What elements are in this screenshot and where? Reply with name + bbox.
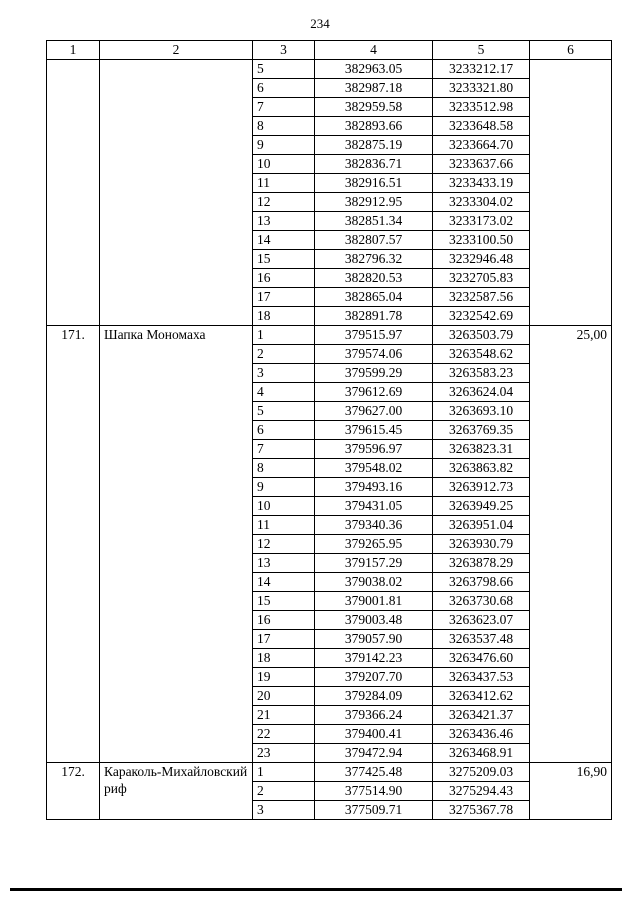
x-coordinate: 379001.81 [315,592,433,611]
point-number: 5 [253,402,315,421]
header-cell: 5 [433,41,530,60]
x-coordinate: 379574.06 [315,345,433,364]
x-coordinate: 379515.97 [315,326,433,345]
y-coordinate: 3263624.04 [433,383,530,402]
y-coordinate: 3233637.66 [433,155,530,174]
x-coordinate: 382865.04 [315,288,433,307]
y-coordinate: 3263930.79 [433,535,530,554]
point-number: 17 [253,288,315,307]
point-number: 14 [253,231,315,250]
header-cell: 1 [47,41,100,60]
point-number: 4 [253,383,315,402]
y-coordinate: 3263583.23 [433,364,530,383]
point-number: 1 [253,326,315,345]
x-coordinate: 379057.90 [315,630,433,649]
x-coordinate: 379627.00 [315,402,433,421]
y-coordinate: 3233173.02 [433,212,530,231]
header-cell: 3 [253,41,315,60]
table-row [47,763,612,782]
y-coordinate: 3263421.37 [433,706,530,725]
x-coordinate: 379265.95 [315,535,433,554]
x-coordinate: 382807.57 [315,231,433,250]
y-coordinate: 3233512.98 [433,98,530,117]
y-coordinate: 3233664.70 [433,136,530,155]
point-number: 7 [253,440,315,459]
object-name: Шапка Мономаха [100,326,253,763]
object-number [47,60,100,326]
x-coordinate: 377514.90 [315,782,433,801]
point-number: 9 [253,478,315,497]
y-coordinate: 3263693.10 [433,402,530,421]
x-coordinate: 379366.24 [315,706,433,725]
y-coordinate: 3263537.48 [433,630,530,649]
point-number: 11 [253,516,315,535]
y-coordinate: 3263878.29 [433,554,530,573]
point-number: 13 [253,554,315,573]
x-coordinate: 382963.05 [315,60,433,79]
x-coordinate: 379615.45 [315,421,433,440]
y-coordinate: 3232542.69 [433,307,530,326]
x-coordinate: 382796.32 [315,250,433,269]
x-coordinate: 382912.95 [315,193,433,212]
y-coordinate: 3232587.56 [433,288,530,307]
x-coordinate: 379038.02 [315,573,433,592]
x-coordinate: 377425.48 [315,763,433,782]
point-number: 7 [253,98,315,117]
x-coordinate: 379142.23 [315,649,433,668]
point-number: 10 [253,497,315,516]
y-coordinate: 3263949.25 [433,497,530,516]
object-number: 171. [47,326,100,763]
y-coordinate: 3233433.19 [433,174,530,193]
x-coordinate: 377509.71 [315,801,433,820]
point-number: 21 [253,706,315,725]
y-coordinate: 3275367.78 [433,801,530,820]
point-number: 20 [253,687,315,706]
point-number: 22 [253,725,315,744]
table-row [47,326,612,345]
x-coordinate: 382916.51 [315,174,433,193]
x-coordinate: 382987.18 [315,79,433,98]
point-number: 15 [253,592,315,611]
x-coordinate: 382959.58 [315,98,433,117]
y-coordinate: 3263476.60 [433,649,530,668]
point-number: 17 [253,630,315,649]
x-coordinate: 382891.78 [315,307,433,326]
x-coordinate: 379596.97 [315,440,433,459]
x-coordinate: 382875.19 [315,136,433,155]
object-area: 16,90 [530,763,612,820]
y-coordinate: 3263730.68 [433,592,530,611]
point-number: 18 [253,307,315,326]
page-number: 234 [310,16,330,31]
coordinates-table [46,40,612,820]
x-coordinate: 379003.48 [315,611,433,630]
header-cell: 4 [315,41,433,60]
y-coordinate: 3233100.50 [433,231,530,250]
point-number: 6 [253,421,315,440]
x-coordinate: 379472.94 [315,744,433,763]
y-coordinate: 3233648.58 [433,117,530,136]
point-number: 2 [253,345,315,364]
x-coordinate: 379599.29 [315,364,433,383]
point-number: 12 [253,535,315,554]
point-number: 16 [253,269,315,288]
y-coordinate: 3233321.80 [433,79,530,98]
header-row [47,41,612,60]
y-coordinate: 3263863.82 [433,459,530,478]
point-number: 2 [253,782,315,801]
point-number: 10 [253,155,315,174]
object-name: Караколь-Михайловский риф [100,763,253,820]
point-number: 3 [253,364,315,383]
point-number: 14 [253,573,315,592]
object-area: 25,00 [530,326,612,763]
y-coordinate: 3263437.53 [433,668,530,687]
point-number: 11 [253,174,315,193]
object-number: 172. [47,763,100,820]
x-coordinate: 379612.69 [315,383,433,402]
point-number: 15 [253,250,315,269]
point-number: 12 [253,193,315,212]
point-number: 6 [253,79,315,98]
x-coordinate: 382820.53 [315,269,433,288]
y-coordinate: 3263436.46 [433,725,530,744]
x-coordinate: 379157.29 [315,554,433,573]
y-coordinate: 3263951.04 [433,516,530,535]
y-coordinate: 3263823.31 [433,440,530,459]
bottom-divider [10,888,622,891]
y-coordinate: 3263468.91 [433,744,530,763]
x-coordinate: 379284.09 [315,687,433,706]
y-coordinate: 3233304.02 [433,193,530,212]
y-coordinate: 3275209.03 [433,763,530,782]
x-coordinate: 379431.05 [315,497,433,516]
y-coordinate: 3263623.07 [433,611,530,630]
point-number: 8 [253,459,315,478]
table-row [47,60,612,79]
point-number: 3 [253,801,315,820]
header-cell: 6 [530,41,612,60]
y-coordinate: 3232946.48 [433,250,530,269]
point-number: 19 [253,668,315,687]
point-number: 16 [253,611,315,630]
y-coordinate: 3263548.62 [433,345,530,364]
y-coordinate: 3263798.66 [433,573,530,592]
point-number: 5 [253,60,315,79]
point-number: 1 [253,763,315,782]
point-number: 8 [253,117,315,136]
y-coordinate: 3232705.83 [433,269,530,288]
point-number: 13 [253,212,315,231]
x-coordinate: 382851.34 [315,212,433,231]
object-name [100,60,253,326]
x-coordinate: 379493.16 [315,478,433,497]
y-coordinate: 3275294.43 [433,782,530,801]
x-coordinate: 382836.71 [315,155,433,174]
x-coordinate: 379340.36 [315,516,433,535]
point-number: 18 [253,649,315,668]
x-coordinate: 379548.02 [315,459,433,478]
header-cell: 2 [100,41,253,60]
y-coordinate: 3263412.62 [433,687,530,706]
y-coordinate: 3263769.35 [433,421,530,440]
table-body [47,60,612,820]
object-area [530,60,612,326]
point-number: 23 [253,744,315,763]
y-coordinate: 3263912.73 [433,478,530,497]
y-coordinate: 3263503.79 [433,326,530,345]
point-number: 9 [253,136,315,155]
x-coordinate: 379207.70 [315,668,433,687]
x-coordinate: 382893.66 [315,117,433,136]
x-coordinate: 379400.41 [315,725,433,744]
y-coordinate: 3233212.17 [433,60,530,79]
